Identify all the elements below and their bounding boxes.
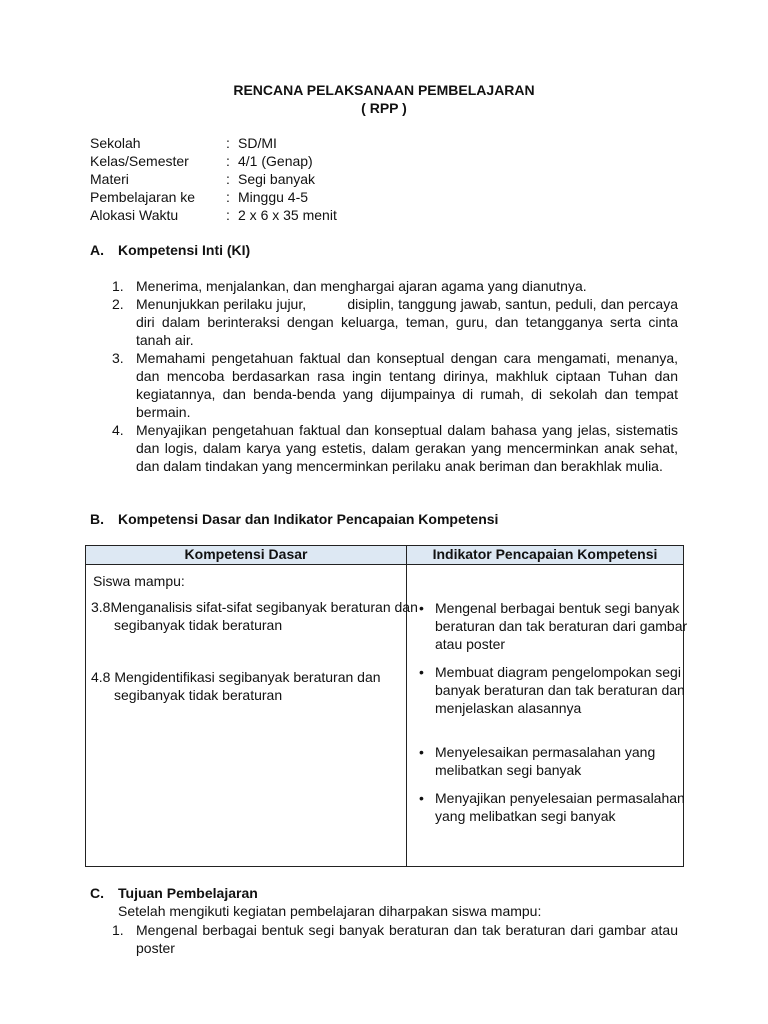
item-number: 1.: [112, 922, 124, 938]
section-letter: A.: [90, 242, 104, 258]
item-number: 3.: [112, 350, 124, 366]
item-text: Menyajikan pengetahuan faktual dan konseptual dalam bahasa yang jelas, sistematis dan logis, dalam karya yang estetis, dalam gerakan yang mencerminkan anak sehat, dan dalam tindakan yang mencerminkan perilaku anak beriman dan berakhlak mulia.: [136, 422, 678, 474]
list-item: [112, 921, 678, 957]
meta-value: Segi banyak: [238, 171, 316, 187]
item-number: 1.: [112, 278, 124, 294]
section-title: Kompetensi Dasar dan Indikator Pencapaian Kompetensi: [118, 511, 499, 527]
section-letter: C.: [90, 885, 104, 901]
tujuan-list: [112, 921, 678, 957]
meta-value: 2 x 6 x 35 menit: [238, 207, 337, 223]
kd-item: 3.8Menganalisis sifat-sifat segibanyak beraturan dan segibanyak tidak beraturan: [91, 599, 418, 633]
item-number: 2.: [112, 296, 124, 312]
meta-separator: :: [226, 135, 230, 151]
table-header-row: [86, 546, 684, 565]
section-title: Kompetensi Inti (KI): [118, 242, 251, 258]
indicator-item: • Mengenal berbagai bentuk segi banyak beraturan dan tak beraturan dari gambar atau poster: [417, 599, 700, 653]
item-text: Memahami pengetahuan faktual dan konseptual dengan cara mengamati, menanya, dan mencoba berdasarkan rasa ingin tentang dirinya, makhluk ciptaan Tuhan dan kegiatannya, dan benda-benda yang dijumpainya di rumah, di sekolah dan tempat bermain.: [136, 350, 678, 420]
list-item: [112, 277, 678, 295]
meta-value: 4/1 (Genap): [238, 153, 313, 169]
section-a-heading: [90, 242, 250, 258]
kd-cell: [86, 565, 418, 867]
meta-separator: :: [226, 207, 230, 223]
meta-separator: :: [226, 189, 230, 205]
kompetensi-inti-list: [112, 277, 682, 475]
indicator-cell: [407, 565, 688, 867]
column-header-indikator: Indikator Pencapaian Kompetensi: [407, 546, 684, 565]
column-header-kd: Kompetensi Dasar: [86, 546, 407, 565]
meta-label: Alokasi Waktu: [90, 207, 179, 223]
meta-label: Materi: [90, 171, 129, 187]
meta-label: Kelas/Semester: [90, 153, 189, 169]
document-subtitle: ( RPP ): [361, 100, 407, 116]
indicator-item: • Menyajikan penyelesaian permasalahan yang melibatkan segi banyak: [417, 789, 700, 825]
kd-intro: Siswa mampu:: [93, 573, 185, 589]
meta-label: Pembelajaran ke: [90, 189, 196, 205]
item-text: Menunjukkan perilaku jujur, disiplin, tanggung jawab, santun, peduli, dan percaya diri dalam berinteraksi dengan keluarga, teman, guru, dan tetangganya serta cinta tanah air.: [136, 296, 682, 348]
list-item: [112, 349, 678, 421]
indicator-item: • Menyelesaikan permasalahan yang melibatkan segi banyak: [417, 743, 700, 779]
section-c-heading: [90, 885, 258, 901]
meta-separator: :: [226, 153, 230, 169]
list-item: [112, 421, 678, 475]
list-item: [112, 295, 682, 349]
meta-label: Sekolah: [90, 135, 141, 151]
kd-item: 4.8 Mengidentifikasi segibanyak beraturan dan segibanyak tidak beraturan: [91, 669, 381, 703]
item-number: 4.: [112, 422, 124, 438]
section-title: Tujuan Pembelajaran: [118, 885, 258, 901]
kompetensi-table: [85, 545, 688, 867]
section-letter: B.: [90, 511, 104, 527]
item-text: Menerima, menjalankan, dan menghargai ajaran agama yang dianutnya.: [136, 278, 587, 294]
indicator-item: • Membuat diagram pengelompokan segi banyak beraturan dan tak beraturan dan menjelaskan alasannya: [417, 663, 700, 717]
meta-value: Minggu 4-5: [238, 189, 309, 205]
document-title: RENCANA PELAKSANAAN PEMBELAJARAN: [233, 82, 535, 98]
section-c-intro: Setelah mengikuti kegiatan pembelajaran diharpakan siswa mampu:: [118, 903, 542, 919]
table-row: [86, 565, 684, 867]
section-b-heading: [90, 511, 498, 527]
item-text: Mengenal berbagai bentuk segi banyak beraturan dan tak beraturan dari gambar atau poster: [136, 922, 678, 956]
meta-value: SD/MI: [238, 135, 277, 151]
meta-separator: :: [226, 171, 230, 187]
